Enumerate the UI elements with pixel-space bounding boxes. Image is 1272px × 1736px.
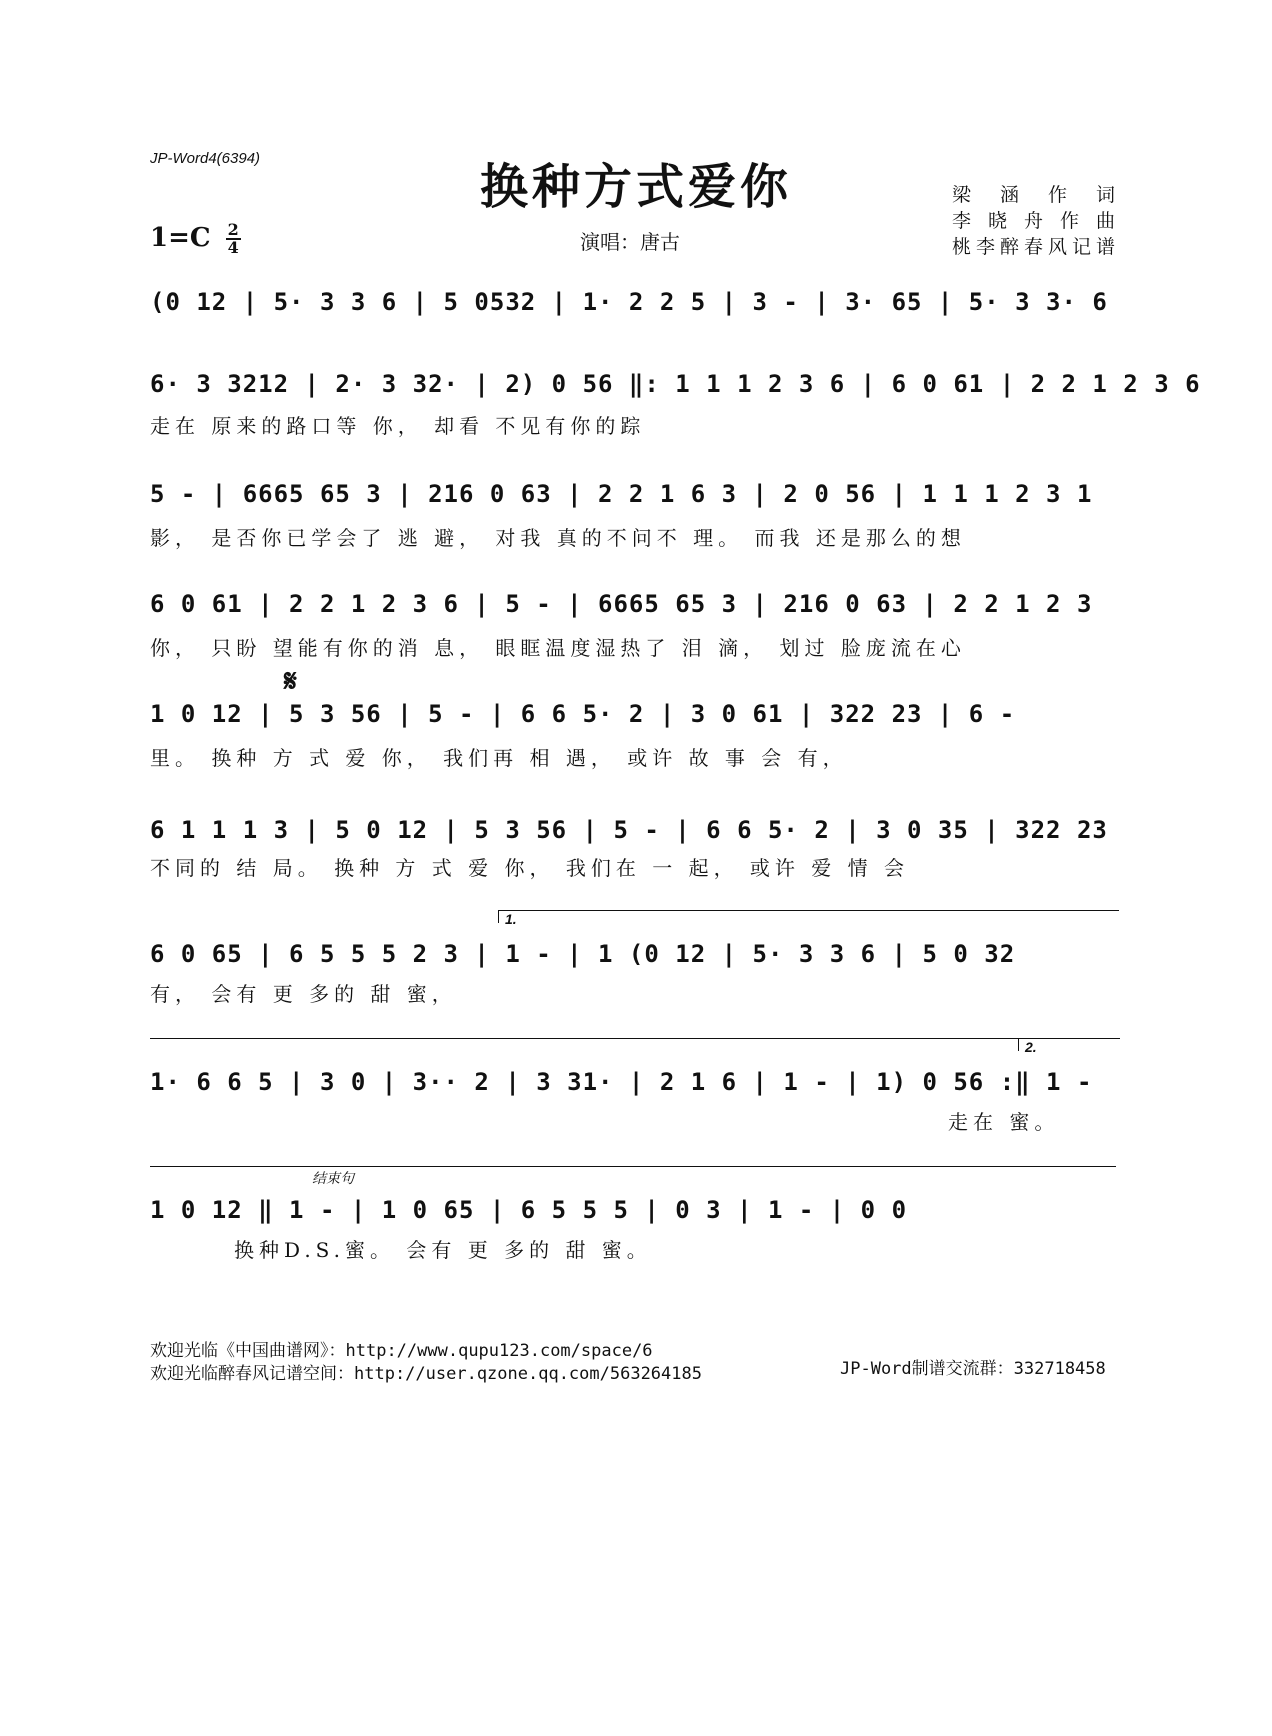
key-signature	[150, 222, 241, 256]
ending-tag: 结束句	[312, 1171, 354, 1187]
lyricist: 梁涵作词	[952, 184, 1116, 206]
notes: 1 0 12 | 5 3 56 | 5 - | 6 6 5· 2 | 3 0 61 | 322 23 | 6 -	[150, 700, 1016, 728]
score-row-9	[150, 1196, 1120, 1236]
notes: 6 0 61 | 2 2 1 2 3 6 | 5 - | 6665 65 3 | 216 0 63 | 2 2 1 2 3	[150, 590, 1093, 618]
notes: 6 0 65 | 6 5 5 5 2 3 | 1 - | 1 (0 12 | 5· 3 3 6 | 5 0 32	[150, 940, 1016, 968]
transcriber: 桃李醉春风记谱	[952, 236, 1116, 258]
footer-link-1[interactable]: 欢迎光临《中国曲谱网》：http://www.qupu123.com/space/6	[150, 1341, 653, 1361]
lyrics-row-5: 里。 换种 方 式 爱 你， 我们再 相 遇， 或许 故 事 会 有，	[150, 746, 848, 770]
staff-line-9	[150, 1166, 1116, 1167]
staff-line-8	[150, 1038, 1120, 1039]
score-row-4	[150, 590, 1120, 630]
lyrics-row-3: 影， 是否你已学会了 逃 避， 对我 真的不问不 理。 而我 还是那么的想	[150, 526, 966, 550]
volta-2-label: 2.	[1025, 1039, 1037, 1055]
notes: 6 1 1 1 3 | 5 0 12 | 5 3 56 | 5 - | 6 6 5· 2 | 3 0 35 | 322 23	[150, 816, 1108, 844]
song-title: 换种方式爱你	[479, 159, 792, 215]
lyrics-row-2: 走在 原来的路口等 你， 却看 不见有你的踪	[150, 414, 646, 438]
lyrics-row-7: 有， 会有 更 多的 甜 蜜，	[150, 982, 457, 1006]
time-signature	[226, 222, 241, 256]
notes: 1 0 12 ‖ 1 - | 1 0 65 | 6 5 5 5 | 0 3 | 1 - | 0 0	[150, 1196, 908, 1224]
score-row-1	[150, 288, 1120, 328]
notes: 5 - | 6665 65 3 | 216 0 63 | 2 2 1 6 3 | 2 0 56 | 1 1 1 2 3 1	[150, 480, 1093, 508]
score-row-8	[150, 1068, 1120, 1108]
score-row-7	[150, 940, 1120, 980]
score-row-5	[150, 700, 1120, 740]
software-watermark: JP-Word4(6394)	[150, 150, 261, 167]
score-row-3	[150, 480, 1120, 520]
notes: 1· 6 6 5 | 3 0 | 3·· 2 | 3 31· | 2 1 6 | 1 - | 1) 0 56 :‖ 1 -	[150, 1068, 1093, 1096]
time-top: 2	[227, 220, 239, 239]
volta-1-label: 1.	[505, 911, 517, 927]
lyrics-row-6: 不同的 结 局。 换种 方 式 爱 你， 我们在 一 起， 或许 爱 情 会	[150, 856, 910, 880]
notes: (0 12 | 5· 3 3 6 | 5 0532 | 1· 2 2 5 | 3 - | 3· 65 | 5· 3 3· 6	[150, 288, 1108, 316]
score-row-2	[150, 370, 1201, 410]
credits	[952, 182, 1116, 260]
footer-links	[150, 1340, 702, 1386]
notes: 6· 3 3212 | 2· 3 32· | 2) 0 56 ‖: 1 1 1 2 3 6 | 6 0 61 | 2 2 1 2 3 6	[150, 370, 1201, 398]
time-bottom: 4	[227, 238, 239, 257]
composer: 李晓舟作曲	[952, 210, 1116, 232]
footer-group: JP-Word制谱交流群：332718458	[840, 1359, 1106, 1379]
key-label: 1=C	[150, 223, 211, 253]
lyrics-row-8: 走在 蜜。	[948, 1110, 1060, 1134]
lyrics-row-9: 换种D.S.蜜。 会有 更 多的 甜 蜜。	[234, 1238, 652, 1262]
score-row-6	[150, 816, 1120, 856]
lyrics-row-4: 你， 只盼 望能有你的消 息， 眼眶温度湿热了 泪 滴， 划过 脸庞流在心	[150, 636, 966, 660]
footer-link-2[interactable]: 欢迎光临醉春风记谱空间：http://user.qzone.qq.com/563264185	[150, 1364, 702, 1384]
segno-symbol: 𝄋	[284, 664, 297, 699]
singer: 演唱：唐古	[580, 230, 680, 254]
